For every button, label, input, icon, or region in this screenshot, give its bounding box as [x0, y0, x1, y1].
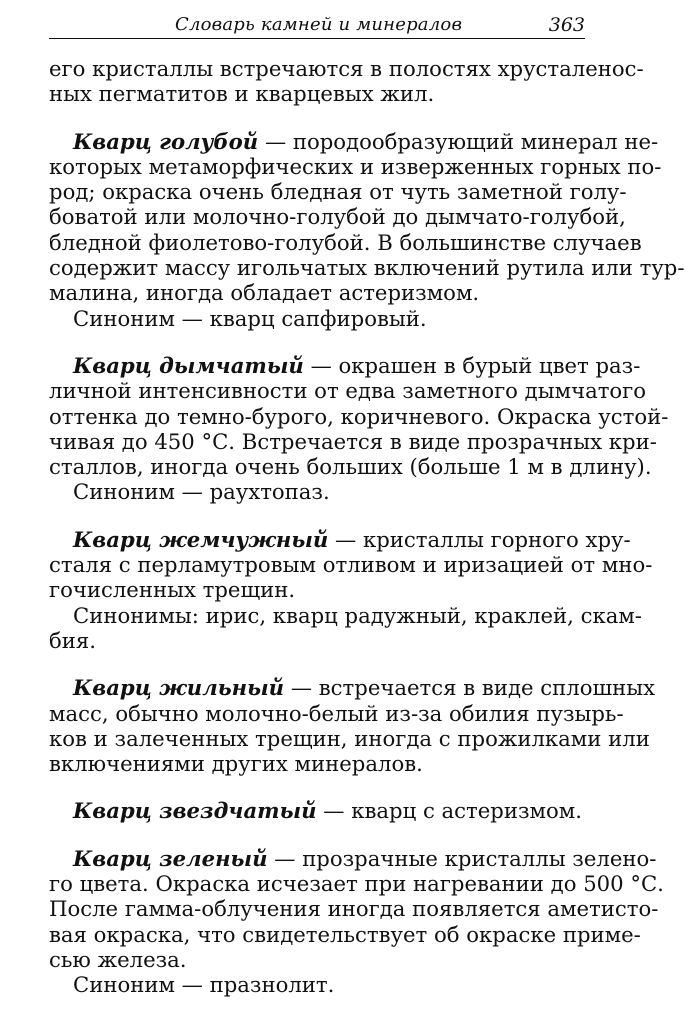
text-fragment: — прозрачные кристаллы зелено-	[267, 845, 657, 871]
entry-term: Кварц жильный	[73, 675, 285, 701]
text-line: го цвета. Окраска исчезает при нагревании до 500 °С.	[49, 871, 664, 897]
text-line: которых метаморфических и изверженных горных по-	[49, 153, 662, 179]
text-fragment: — кварц с астеризмом.	[316, 798, 582, 824]
text-line: сталлов, иногда очень больших (больше 1 м в длину).	[49, 454, 652, 480]
text-line: включениями других минералов.	[49, 751, 423, 777]
text-fragment: — окрашен в бурый цвет раз-	[303, 352, 641, 378]
entry-first-line	[49, 526, 631, 552]
text-line: содержит массу игольчатых включений рутила или тур-	[49, 255, 685, 281]
entry-kvarts-zhemchuzhnyy	[49, 526, 653, 653]
entry-term: Кварц дымчатый	[73, 352, 304, 378]
text-fragment: — породообразующий минерал не-	[258, 128, 659, 154]
text-line: сталя с перламутровым отливом и иризацией от мно-	[49, 552, 653, 578]
entry-kvarts-dymchatyy	[49, 352, 669, 505]
text-line: личной интенсивности от едва заметного дымчатого	[49, 378, 647, 404]
text-line: вая окраска, что свидетельствует об окраске приме-	[49, 921, 641, 947]
entry-kvarts-goluboy	[49, 128, 685, 331]
text-line: сью железа.	[49, 946, 187, 972]
entry-first-line	[49, 798, 585, 823]
entry-term: Кварц жемчужный	[73, 526, 329, 552]
running-header	[49, 8, 585, 39]
entry-kvarts-zelenyy	[49, 845, 664, 998]
entry-synonym: Синонимы: ирис, кварц радужный, краклей, скам-	[73, 602, 642, 628]
text-fragment: — кристаллы горного хру-	[328, 526, 631, 552]
text-line: ных пегматитов и кварцевых жил.	[49, 81, 435, 107]
entry-first-line	[49, 675, 656, 701]
entry-synonym: Синоним — празнолит.	[73, 972, 335, 998]
entry-term: Кварц голубой	[73, 128, 259, 154]
text-line: его кристаллы встречаются в полостях хрусталенос-	[49, 56, 644, 81]
text-line: малина, иногда обладает астеризмом.	[49, 280, 480, 306]
text-line: боватой или молочно-голубой до дымчато-голубой,	[49, 204, 626, 230]
page-number: 363	[548, 14, 585, 36]
entry-synonym: бия.	[49, 627, 96, 653]
entry-continuation	[49, 56, 644, 107]
text-line: ков и залеченных трещин, иногда с прожилками или	[49, 725, 650, 751]
entry-term: Кварц зеленый	[73, 845, 268, 871]
text-line: бледной фиолетово-голубой. В большинстве случаев	[49, 229, 642, 255]
text-line: гочисленных трещин.	[49, 577, 296, 603]
text-line: чивая до 450 °С. Встречается в виде прозрачных кри-	[49, 428, 657, 454]
text-line: оттенка до темно-бурого, коричневого. Окраска устой-	[49, 403, 669, 429]
entry-synonym: Синоним — раухтопаз.	[73, 479, 330, 505]
entry-kvarts-zvezdchatyy	[49, 798, 585, 823]
entry-first-line	[49, 845, 657, 871]
header-title: Словарь камней и минералов	[175, 14, 463, 35]
entry-synonym: Синоним — кварц сапфировый.	[73, 305, 427, 331]
text-fragment: — встречается в виде сплошных	[284, 675, 656, 701]
text-line: род; окраска очень бледная от чуть заметной голу-	[49, 179, 627, 205]
entry-term: Кварц звездчатый	[73, 798, 317, 824]
entry-kvarts-zhilnyy	[49, 675, 656, 777]
entry-first-line	[49, 128, 659, 154]
entry-first-line	[49, 352, 641, 378]
text-line: масс, обычно молочно-белый из-за обилия пузырь-	[49, 700, 624, 726]
text-line: После гамма-облучения иногда появляется аметисто-	[49, 896, 659, 922]
dictionary-text	[49, 56, 685, 998]
